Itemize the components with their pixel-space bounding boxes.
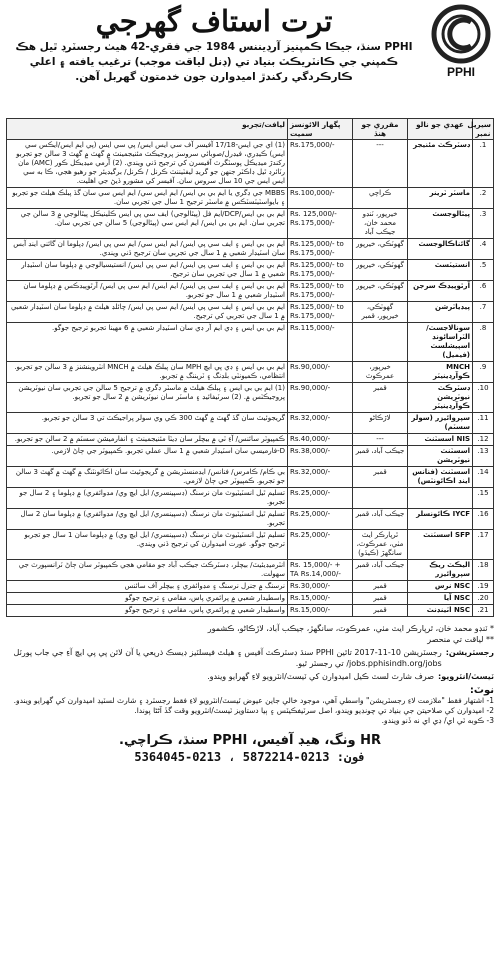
- salary-cell: Rs.125,000/- to Rs.175,000/-: [288, 260, 353, 281]
- qualification-cell: MBBS جي ڊگري يا ايم بي بي ايس/ ايم ايس سي/ ايم ايس سي سان گڏ پبلڪ هيلٿ جو تجربو ۽ بايواسٽيٽسٽڪس ۾ ماسٽر ترجيح 1 سال جي تجربي سان.: [7, 188, 288, 209]
- qualification-cell: واسطيدار شعبي ۾ پرائمري پاس، مقامي ۽ ترجيح جوگو: [7, 593, 288, 605]
- place-cell: ٿرپارڪر ايٽ مٺي، عمرڪوٽ، سانگھڙ (ڪيڏو): [353, 530, 408, 560]
- post-cell: اليڪٽ ريڪ سپروائيزر: [408, 560, 473, 581]
- serial-cell: 14.: [473, 467, 494, 488]
- header-serial: سيريل نمبر: [473, 119, 494, 140]
- test-label: ٽيسٽ/انٽرويو:: [438, 672, 494, 681]
- place-cell: ڪراچي: [353, 188, 408, 209]
- table-row: [7, 362, 494, 383]
- table-row: [7, 434, 494, 446]
- post-cell: SFP اسسٽنٽ: [408, 530, 473, 560]
- place-cell: گھوٽڪي، خيرپور، قمبر: [353, 302, 408, 323]
- post-cell: ماسٽر ٽرينر: [408, 188, 473, 209]
- header-place: مقرري جو هنڌ: [353, 119, 408, 140]
- place-cell: خيرپور، ٽنڊو محمد خان، جيڪب آباد: [353, 209, 408, 239]
- serial-cell: 13.: [473, 446, 494, 467]
- serial-cell: 19.: [473, 581, 494, 593]
- header-text: [6, 4, 422, 85]
- table-row: [7, 593, 494, 605]
- post-cell: پيٿالوجسٽ: [408, 209, 473, 239]
- table-row: [7, 467, 494, 488]
- salary-cell: Rs.15,000/-: [288, 605, 353, 617]
- jobs-table-header: [7, 119, 494, 140]
- ad-intro: PPHI سنڌ، جيڪا ڪمپنيز آرڊيننس 1984 جي فقري-42 هيٺ رجسٽرڊ ٿيل هڪ ڪمپني جي ڪانٽريڪٽ بنياد تي (ڊنل لياقت موجب) ترغيب يافته ۽ اعلي ڪارڪردگي رکندڙ اميدوارن جون خدمتون گھربل آهن.: [15, 41, 413, 83]
- table-row: [7, 413, 494, 434]
- serial-cell: 8.: [473, 323, 494, 362]
- table-row: [7, 140, 494, 188]
- post-cell: گائناڪالوجسٽ: [408, 239, 473, 260]
- post-cell: NSC نرس: [408, 581, 473, 593]
- salary-cell: Rs.90,000/-: [288, 362, 353, 383]
- table-row: [7, 581, 494, 593]
- pphi-logo-icon: [431, 4, 491, 64]
- serial-cell: 20.: [473, 593, 494, 605]
- place-cell: قمبر: [353, 467, 408, 488]
- registration-label: رجسٽريشن:: [445, 648, 494, 657]
- qualification-cell: تسليم ٿيل انسٽيٽيوٽ مان نرسنگ (ڊسپينسري/ ايل ايڇ وي/ مڊوائفري) ۾ ڊپلوما ۽ 2 سال جو تجربو.: [7, 488, 288, 509]
- serial-cell: 10.: [473, 383, 494, 413]
- jobs-table: [6, 118, 494, 617]
- place-cell: لاڙڪاڻو: [353, 413, 408, 434]
- table-row: [7, 302, 494, 323]
- qualification-cell: ايم بي بي ايس ۽ ايف سي پي ايس/ ايم ايس سي/ ايم سي پي ايس/ ڊپلوما ان گائني اينڊ آبس سان اسٽيڊار شعبي ۾ 1 سال جي تجربي سان ترجيح ڏني ويندي.: [7, 239, 288, 260]
- qualification-cell: بي ڪام/ ڪامرس/ فنانس/ ايڊمنسٽريشن ۾ گريجوئيٽ سان اڪائونٽنگ ۾ گھٽ ۾ گھٽ 3 سالن جو تجربو. ڪمپيوٽر جي ڄاڻ لازمي.: [7, 467, 288, 488]
- qualification-cell: انٽرميڊيئيٽ/ بيچلر، ڊسٽرڪٽ جيڪب آباد جو مقامي هجي ڪمپيوٽر سان ڄاڻ ٽرانسپورٽ جي سهولت.: [7, 560, 288, 581]
- salary-cell: Rs.30,000/-: [288, 581, 353, 593]
- serial-cell: 7.: [473, 302, 494, 323]
- post-cell: ڊسٽرڪٽ نيوٽريشن ڪوآرڊينيٽر: [408, 383, 473, 413]
- serial-cell: 3.: [473, 209, 494, 239]
- place-cell: گھوٽڪي، خيرپور: [353, 239, 408, 260]
- place-cell: جيڪب آباد، قمبر: [353, 509, 408, 530]
- ad-title: ترت استاف گھرجي: [95, 4, 333, 38]
- place-cell: قمبر: [353, 605, 408, 617]
- contact-phones: فون: 0213-5872214 ، 0213-5364045: [134, 750, 366, 764]
- place-cell: [353, 488, 408, 509]
- footer: [6, 623, 494, 682]
- post-cell: NSC اٽينڊنٽ: [408, 605, 473, 617]
- place-cell: خيرپور، عمرڪوٽ: [353, 362, 408, 383]
- salary-cell: Rs.15,000/-: [288, 593, 353, 605]
- salary-cell: Rs. 15,000/- + TA Rs.14,000/-: [288, 560, 353, 581]
- experience-note: ** لياقت تي منحصر: [427, 635, 494, 644]
- qualification-cell: ايم بي بي ايس ۽ ايف سي پي ايس/ ايم سي پي ايس/ انستيسيالوجي ۾ ڊپلوما سان اسٽيڊار شعبي ۾ 1 سال جي تجربي سان ترجيح.: [7, 260, 288, 281]
- logo-text: PPHI: [446, 65, 475, 79]
- place-cell: ---: [353, 140, 408, 188]
- post-cell: پيڊياٽرشن: [408, 302, 473, 323]
- table-row: [7, 560, 494, 581]
- contact-address: HR ونگ، هيڊ آفيس، PPHI سنڌ، ڪراچي.: [119, 733, 381, 748]
- pphi-logo: [428, 4, 494, 79]
- qualification-cell: D-فارميسي سان اسٽيڊار شعبي ۾ 1 سال عملي تجربو. ڪمپيوٽر جي ڄاڻ لازمي.: [7, 446, 288, 467]
- salary-cell: Rs.38,000/-: [288, 446, 353, 467]
- table-row: [7, 260, 494, 281]
- serial-cell: 1.: [473, 140, 494, 188]
- salary-cell: Rs.32,000/-: [288, 413, 353, 434]
- salary-cell: Rs.25,000/-: [288, 509, 353, 530]
- place-cell: جيڪب آباد، قمبر: [353, 560, 408, 581]
- serial-cell: 4.: [473, 239, 494, 260]
- place-cell: قمبر: [353, 581, 408, 593]
- serial-cell: 12.: [473, 434, 494, 446]
- salary-cell: Rs.115,000/-: [288, 323, 353, 362]
- place-cell: گھوٽڪي، خيرپور: [353, 260, 408, 281]
- serial-cell: 6.: [473, 281, 494, 302]
- post-cell: NIS اسسٽنٽ: [408, 434, 473, 446]
- ad-header: [6, 4, 494, 112]
- salary-cell: Rs.25,000/-: [288, 488, 353, 509]
- qualification-cell: ايم بي بي ايس ۽ ڊي ايم آر ڊي سان اسٽيڊار شعبي ۾ 6 مهينا تجربو ترجيح جوگو.: [7, 323, 288, 362]
- serial-cell: 11.: [473, 413, 494, 434]
- table-row: [7, 488, 494, 509]
- header-qualification: ليافت/تجربو: [7, 119, 288, 140]
- header-post: عهدي جو نالو: [408, 119, 473, 140]
- note-item: 1- اشتهار فقط "ملازمت لاءِ رجسٽريشن" واسطي آهي، موجود خالي جاين عيوض ٽيسٽ/انٽرويو لاءِ فقط رجسٽرڊ ۽ شارٽ لسٽيڊ اميدوارن کي گھرايو ويندو.: [13, 696, 494, 705]
- qualification-cell: نرسنگ ۾ جنرل نرسنگ ۽ مڊوائفري ۽ بيچلر آف سائنس: [7, 581, 288, 593]
- serial-cell: 18.: [473, 560, 494, 581]
- qualification-cell: تسليم ٿيل انسٽيٽيوٽ مان نرسنگ (ڊسپينسري/ ايل ايڇ وي/ مڊوائفري) ۾ ڊپلوما سان 2 سال تجربو.: [7, 509, 288, 530]
- place-cell: قمبر: [353, 593, 408, 605]
- qualification-cell: تسليم ٿيل انسٽيٽيوٽ مان نرسنگ (ڊسپينسري/ ايل ايڇ وي) ۾ ڊپلوما سان 1 سال جو تجربو ترجيح جوگو. عورت اميدوارن کي ترجيح ڏني ويندي.: [7, 530, 288, 560]
- salary-cell: Rs.125,000/- to Rs.175,000/-: [288, 239, 353, 260]
- post-cell: ڊسٽرڪٽ مئنيجر: [408, 140, 473, 188]
- salary-cell: Rs.40,000/-: [288, 434, 353, 446]
- salary-cell: Rs.32,000/-: [288, 467, 353, 488]
- post-cell: سونالاجسٽ/الٽراسائونڊ اسپيشلسٽ (فيميل): [408, 323, 473, 362]
- post-cell: [408, 488, 473, 509]
- table-row: [7, 605, 494, 617]
- header-salary: پگھار الائونسز سميت: [288, 119, 353, 140]
- post-cell: NSC آيا: [408, 593, 473, 605]
- place-cell: گھوٽڪي، خيرپور: [353, 281, 408, 302]
- salary-cell: Rs.175,000/-: [288, 140, 353, 188]
- table-row: [7, 188, 494, 209]
- table-row: [7, 323, 494, 362]
- table-row: [7, 209, 494, 239]
- place-cell: جيڪب آباد، قمبر: [353, 446, 408, 467]
- salary-cell: Rs.100,000/-: [288, 188, 353, 209]
- place-cell: [353, 323, 408, 362]
- post-cell: سپروائيزر (سولر سسٽم): [408, 413, 473, 434]
- notes-title: نوٽ:: [469, 685, 494, 696]
- test-row: [6, 671, 494, 682]
- qualification-cell: (1) ايم بي بي ايس ۽ پبلڪ هيلٿ ۾ ماسٽر ڊگري ۾ ترجيح 5 سالن جي تجربي سان نيوٽريشن پروجيڪٽس ۾. (2) سرٽيفائيڊ ۽ ماسٽر سان نيوٽريشن ۾ 2 سال جو تجربو.: [7, 383, 288, 413]
- post-cell: اسسٽنٽ (فنانس اينڊ اڪائونٽس): [408, 467, 473, 488]
- table-row: [7, 446, 494, 467]
- registration-text: رجسٽريشن 10-11-2017 تائين PPHI سنڌ ڊسٽرڪٽ آفيس ۽ هيلٿ فيسلٽيز ڊيسڪ ذريعي يا آن لائن پي پي ايڇ آءِ جي جاب پورٽل jobs.pphisindh.org/jobs/ تي رجسٽر ٿيو.: [13, 648, 442, 668]
- note-item: 2- اميدوارن کي صلاحيتن جي بنياد تي چونڊيو ويندو، اصل سرٽيفڪيٽس ۽ ٻيا دستاويز ٽيسٽ/انٽرويو وقت گڏ آڻڻا پوندا.: [134, 706, 494, 715]
- notes: [6, 686, 494, 726]
- salary-cell: Rs.125,000/- to Rs.175,000/-: [288, 281, 353, 302]
- qualification-cell: ايم بي بي ايس ۽ ڊي پي ايڇ MPH سان پبلڪ هيلٿ ۾ MNCH انٽروينشنز ۾ 3 سالن جو تجربو. انتظامي، ڪميونٽي بلڊنگ ۽ ٽريننگ ۾ تجربو.: [7, 362, 288, 383]
- district-note: * ٽنڊو محمد خان، ٿرپارڪر ايٽ مٺي، عمرڪوٽ، سانگھڙ، جيڪب آباد، لاڙڪاڻو، ڪشمور: [207, 624, 494, 633]
- salary-cell: Rs. 125,000/- Rs.175,000/-: [288, 209, 353, 239]
- qualification-cell: ايم بي بي ايس/DCP/ايم فل (پيٿالوجي) ايف سي پي ايس ڪلينيڪل پيٿالوجي ۾ 3 سالن جي تجربي سان. ايم بي بي ايس/ ايم ايس سي (پيٿالوجي) 5 سالن جي تجربي سان.: [7, 209, 288, 239]
- serial-cell: 15.: [473, 488, 494, 509]
- post-cell: آرٿوپيڊڪ سرجن: [408, 281, 473, 302]
- registration-row: [6, 647, 494, 669]
- post-cell: اسسٽنٽ نيوٽريشن: [408, 446, 473, 467]
- table-row: [7, 509, 494, 530]
- jobs-table-body: [7, 140, 494, 617]
- serial-cell: 16.: [473, 509, 494, 530]
- post-cell: انستيٽسٽ: [408, 260, 473, 281]
- qualification-cell: ڪمپيوٽر سائنس/ آءِ ٽي ۾ بيچلر سان ڊيٽا مئنيجمينٽ ۽ انفارميشن سسٽم ۾ 2 سالن جو تجربو.: [7, 434, 288, 446]
- qualification-cell: گريجوئيٽ سان گڏ گھٽ ۾ گھٽ 300 ڪي وي سولر پراجيڪٽ تي 3 سالن جو تجربو.: [7, 413, 288, 434]
- note-item: 3- ڪوبه ٽي اي/ ڊي اي نه ڏنو ويندو.: [381, 716, 494, 725]
- salary-cell: Rs.25,000/-: [288, 530, 353, 560]
- serial-cell: 17.: [473, 530, 494, 560]
- serial-cell: 21.: [473, 605, 494, 617]
- serial-cell: 9.: [473, 362, 494, 383]
- place-cell: قمبر: [353, 383, 408, 413]
- qualification-cell: (1) اي جي ايس-17/18 آفيسر آف سي ايس ايس/ پي سي ايس (پي ايم ايس/ايڪس سي ايس) ڪيڊري، فيڊرل/صوبائي سروسز پروجيڪٽ مئنيجمينٽ ۾ گھٽ ۾ گھٽ 3 سالن جو تجربو رکندڙ ميڊيڪل پوسٽگرٽ آفيسرن کي ترجيح ڏني ويندي. (2) آرمي ميڊيڪل ڪور (AMC) مان رٽائرڊ ٿيل ڊاڪٽر جنهن جو گريڊ ليفٽيننٽ ڪرنل / ڪرنل/ برگيڊيئر جو رهيو هجي، ڪا به سي ايس ايس جي 10 سال سروس سان. آفيسر کي مشورو ڏيڻ جي اهليت.: [7, 140, 288, 188]
- table-row: [7, 239, 494, 260]
- table-row: [7, 530, 494, 560]
- post-cell: MNCH ڪوآرڊينيٽر: [408, 362, 473, 383]
- qualification-cell: واسطيدار شعبي ۾ پرائمري پاس، مقامي ۽ ترجيح جوگو: [7, 605, 288, 617]
- table-row: [7, 281, 494, 302]
- serial-cell: 2.: [473, 188, 494, 209]
- table-row: [7, 383, 494, 413]
- test-text: صرف شارٽ لسٽ ڪيل اميدوارن کي ٽيسٽ/انٽرويو لاءِ گھرايو ويندو.: [207, 672, 435, 681]
- place-cell: ---: [353, 434, 408, 446]
- qualification-cell: ايم بي بي ايس ۽ ايف سي پي ايس/ ايم ايس/ ايم سي پي ايس/ آرٿوپيڊڪس ۾ ڊپلوما سان اسٽيڊار شعبي ۾ 1 سال جو تجربو.: [7, 281, 288, 302]
- qualification-cell: ايم بي بي ايس ۽ ايف سي پي ايس/ ايم سي پي ايس/ چائلڊ هيلٿ ۾ ڊپلوما سان اسٽيڊار شعبي ۾ 1 سال جي تجربي کي ترجيح.: [7, 302, 288, 323]
- post-cell: IYCF ڪائونسلر: [408, 509, 473, 530]
- salary-cell: Rs.125,000/- to Rs.175,000/-: [288, 302, 353, 323]
- serial-cell: 5.: [473, 260, 494, 281]
- salary-cell: Rs.90,000/-: [288, 383, 353, 413]
